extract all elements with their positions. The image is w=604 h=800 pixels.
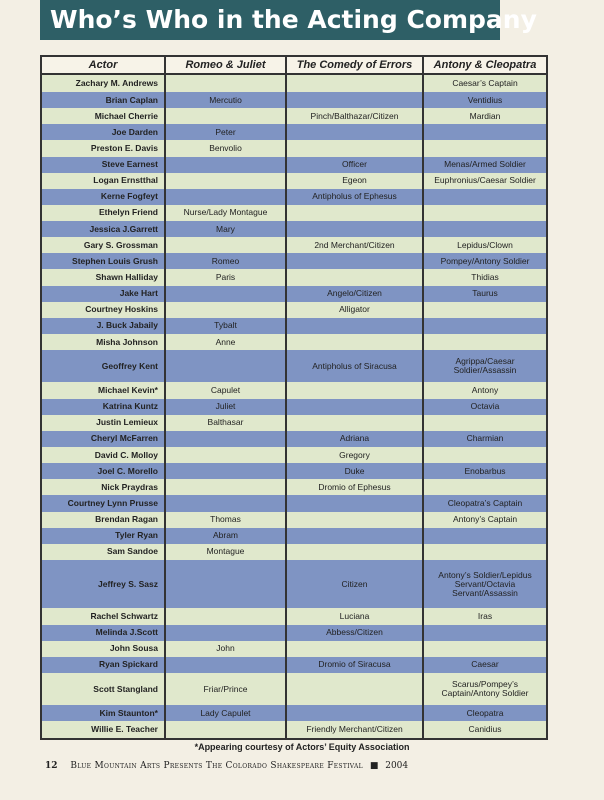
romeo-juliet-role bbox=[165, 237, 286, 253]
comedy-of-errors-role bbox=[286, 544, 423, 560]
actor-cell: Ethelyn Friend bbox=[42, 205, 165, 221]
comedy-of-errors-role: Alligator bbox=[286, 302, 423, 318]
actor-cell: Stephen Louis Grush bbox=[42, 253, 165, 269]
table-row bbox=[42, 399, 546, 415]
antony-cleopatra-role: Antony’s Soldier/Lepidus Servant/Octavia Servant/Assassin bbox=[423, 560, 546, 608]
actor-cell: Cheryl McFarren bbox=[42, 431, 165, 447]
table-row bbox=[42, 641, 546, 657]
actor-cell: Ryan Spickard bbox=[42, 657, 165, 673]
comedy-of-errors-role: Pinch/Balthazar/Citizen bbox=[286, 108, 423, 124]
table-row bbox=[42, 157, 546, 173]
actor-cell: Courtney Hoskins bbox=[42, 302, 165, 318]
romeo-juliet-role bbox=[165, 350, 286, 382]
antony-cleopatra-role: Scarus/Pompey’s Captain/Antony Soldier bbox=[423, 673, 546, 705]
comedy-of-errors-role bbox=[286, 318, 423, 334]
romeo-juliet-role: Balthasar bbox=[165, 415, 286, 431]
header-comedy-of-errors: The Comedy of Errors bbox=[286, 57, 423, 74]
cast-table bbox=[42, 57, 546, 738]
actor-cell: Sam Sandoe bbox=[42, 544, 165, 560]
table-row bbox=[42, 92, 546, 108]
table-row bbox=[42, 705, 546, 721]
table-header-row bbox=[42, 57, 546, 74]
comedy-of-errors-role bbox=[286, 673, 423, 705]
page-title: Who’s Who in the Acting Company bbox=[40, 0, 500, 40]
antony-cleopatra-role: Cleopatra bbox=[423, 705, 546, 721]
actor-cell: Logan Ernstthal bbox=[42, 173, 165, 189]
antony-cleopatra-role bbox=[423, 140, 546, 156]
comedy-of-errors-role: Egeon bbox=[286, 173, 423, 189]
actor-cell: Kerne Fogfeyt bbox=[42, 189, 165, 205]
header-antony-cleopatra: Antony & Cleopatra bbox=[423, 57, 546, 74]
comedy-of-errors-role bbox=[286, 124, 423, 140]
romeo-juliet-role bbox=[165, 625, 286, 641]
comedy-of-errors-role: 2nd Merchant/Citizen bbox=[286, 237, 423, 253]
actor-cell: Shawn Halliday bbox=[42, 269, 165, 285]
comedy-of-errors-role bbox=[286, 512, 423, 528]
romeo-juliet-role: John bbox=[165, 641, 286, 657]
table-row bbox=[42, 124, 546, 140]
table-row bbox=[42, 205, 546, 221]
antony-cleopatra-role bbox=[423, 124, 546, 140]
table-body bbox=[42, 74, 546, 738]
romeo-juliet-role bbox=[165, 157, 286, 173]
actor-cell: Rachel Schwartz bbox=[42, 608, 165, 624]
table-row bbox=[42, 657, 546, 673]
table-row bbox=[42, 415, 546, 431]
table-row bbox=[42, 673, 546, 705]
header-actor: Actor bbox=[42, 57, 165, 74]
actor-cell: Justin Lemieux bbox=[42, 415, 165, 431]
comedy-of-errors-role bbox=[286, 495, 423, 511]
comedy-of-errors-role: Antipholus of Siracusa bbox=[286, 350, 423, 382]
comedy-of-errors-role: Antipholus of Ephesus bbox=[286, 189, 423, 205]
antony-cleopatra-role: Pompey/Antony Soldier bbox=[423, 253, 546, 269]
romeo-juliet-role: Montague bbox=[165, 544, 286, 560]
antony-cleopatra-role: Mardian bbox=[423, 108, 546, 124]
actor-cell: Scott Stangland bbox=[42, 673, 165, 705]
actor-cell: Michael Kevin* bbox=[42, 382, 165, 398]
actor-cell: Gary S. Grossman bbox=[42, 237, 165, 253]
equity-footnote: *Appearing courtesy of Actors’ Equity Association bbox=[194, 742, 410, 752]
table-row bbox=[42, 721, 546, 738]
table-row bbox=[42, 237, 546, 253]
actor-cell: David C. Molloy bbox=[42, 447, 165, 463]
romeo-juliet-role: Friar/Prince bbox=[165, 673, 286, 705]
antony-cleopatra-role bbox=[423, 544, 546, 560]
comedy-of-errors-role bbox=[286, 415, 423, 431]
antony-cleopatra-role: Antony bbox=[423, 382, 546, 398]
comedy-of-errors-role bbox=[286, 205, 423, 221]
antony-cleopatra-role bbox=[423, 641, 546, 657]
actor-cell: Tyler Ryan bbox=[42, 528, 165, 544]
footer-year: 2004 bbox=[385, 761, 409, 771]
page-footer bbox=[45, 761, 408, 771]
romeo-juliet-role: Lady Capulet bbox=[165, 705, 286, 721]
antony-cleopatra-role: Iras bbox=[423, 608, 546, 624]
page-number: 12 bbox=[45, 761, 58, 771]
antony-cleopatra-role: Octavia bbox=[423, 399, 546, 415]
actor-cell: Preston E. Davis bbox=[42, 140, 165, 156]
romeo-juliet-role bbox=[165, 286, 286, 302]
table-row bbox=[42, 108, 546, 124]
comedy-of-errors-role bbox=[286, 221, 423, 237]
comedy-of-errors-role bbox=[286, 269, 423, 285]
antony-cleopatra-role bbox=[423, 479, 546, 495]
comedy-of-errors-role bbox=[286, 705, 423, 721]
romeo-juliet-role: Anne bbox=[165, 334, 286, 350]
antony-cleopatra-role bbox=[423, 415, 546, 431]
actor-cell: Zachary M. Andrews bbox=[42, 74, 165, 92]
antony-cleopatra-role bbox=[423, 318, 546, 334]
table-row bbox=[42, 189, 546, 205]
table-row bbox=[42, 334, 546, 350]
comedy-of-errors-role bbox=[286, 528, 423, 544]
comedy-of-errors-role: Dromio of Siracusa bbox=[286, 657, 423, 673]
table-row bbox=[42, 512, 546, 528]
antony-cleopatra-role bbox=[423, 625, 546, 641]
table-row bbox=[42, 269, 546, 285]
table-row bbox=[42, 479, 546, 495]
comedy-of-errors-role bbox=[286, 641, 423, 657]
romeo-juliet-role bbox=[165, 608, 286, 624]
table-row bbox=[42, 608, 546, 624]
antony-cleopatra-role bbox=[423, 447, 546, 463]
actor-cell: Melinda J.Scott bbox=[42, 625, 165, 641]
romeo-juliet-role bbox=[165, 431, 286, 447]
comedy-of-errors-role bbox=[286, 74, 423, 92]
romeo-juliet-role: Mercutio bbox=[165, 92, 286, 108]
romeo-juliet-role bbox=[165, 495, 286, 511]
actor-cell: Jeffrey S. Sasz bbox=[42, 560, 165, 608]
romeo-juliet-role: Nurse/Lady Montague bbox=[165, 205, 286, 221]
antony-cleopatra-role: Euphronius/Caesar Soldier bbox=[423, 173, 546, 189]
romeo-juliet-role bbox=[165, 447, 286, 463]
table-row bbox=[42, 528, 546, 544]
romeo-juliet-role: Peter bbox=[165, 124, 286, 140]
antony-cleopatra-role: Thidias bbox=[423, 269, 546, 285]
antony-cleopatra-role: Lepidus/Clown bbox=[423, 237, 546, 253]
romeo-juliet-role bbox=[165, 74, 286, 92]
actor-cell: J. Buck Jabaily bbox=[42, 318, 165, 334]
actor-cell: Michael Cherrie bbox=[42, 108, 165, 124]
actor-cell: Joe Darden bbox=[42, 124, 165, 140]
actor-cell: John Sousa bbox=[42, 641, 165, 657]
comedy-of-errors-role: Friendly Merchant/Citizen bbox=[286, 721, 423, 738]
actor-cell: Courtney Lynn Prusse bbox=[42, 495, 165, 511]
antony-cleopatra-role: Caesar’s Captain bbox=[423, 74, 546, 92]
antony-cleopatra-role bbox=[423, 302, 546, 318]
actor-cell: Geoffrey Kent bbox=[42, 350, 165, 382]
antony-cleopatra-role: Canidius bbox=[423, 721, 546, 738]
romeo-juliet-role bbox=[165, 173, 286, 189]
comedy-of-errors-role bbox=[286, 140, 423, 156]
comedy-of-errors-role: Officer bbox=[286, 157, 423, 173]
comedy-of-errors-role bbox=[286, 92, 423, 108]
romeo-juliet-role: Tybalt bbox=[165, 318, 286, 334]
table-row bbox=[42, 463, 546, 479]
antony-cleopatra-role bbox=[423, 221, 546, 237]
comedy-of-errors-role: Adriana bbox=[286, 431, 423, 447]
actor-cell: Brendan Ragan bbox=[42, 512, 165, 528]
antony-cleopatra-role bbox=[423, 205, 546, 221]
comedy-of-errors-role: Duke bbox=[286, 463, 423, 479]
actor-cell: Katrina Kuntz bbox=[42, 399, 165, 415]
comedy-of-errors-role: Abbess/Citizen bbox=[286, 625, 423, 641]
antony-cleopatra-role: Antony’s Captain bbox=[423, 512, 546, 528]
romeo-juliet-role: Thomas bbox=[165, 512, 286, 528]
actor-cell: Jessica J.Garrett bbox=[42, 221, 165, 237]
comedy-of-errors-role: Gregory bbox=[286, 447, 423, 463]
table-row bbox=[42, 350, 546, 382]
romeo-juliet-role bbox=[165, 302, 286, 318]
romeo-juliet-role bbox=[165, 721, 286, 738]
comedy-of-errors-role: Dromio of Ephesus bbox=[286, 479, 423, 495]
table-row bbox=[42, 382, 546, 398]
comedy-of-errors-role bbox=[286, 253, 423, 269]
actor-cell: Misha Johnson bbox=[42, 334, 165, 350]
actor-cell: Brian Caplan bbox=[42, 92, 165, 108]
antony-cleopatra-role bbox=[423, 189, 546, 205]
romeo-juliet-role bbox=[165, 560, 286, 608]
antony-cleopatra-role: Agrippa/Caesar Soldier/Assassin bbox=[423, 350, 546, 382]
table-row bbox=[42, 302, 546, 318]
actor-cell: Nick Praydras bbox=[42, 479, 165, 495]
romeo-juliet-role bbox=[165, 108, 286, 124]
footer-text: Blue Mountain Arts Presents The Colorado Shakespeare Festival bbox=[70, 761, 363, 771]
actor-cell: Kim Staunton* bbox=[42, 705, 165, 721]
actor-cell: Willie E. Teacher bbox=[42, 721, 165, 738]
romeo-juliet-role: Juliet bbox=[165, 399, 286, 415]
actor-cell: Joel C. Morello bbox=[42, 463, 165, 479]
comedy-of-errors-role: Citizen bbox=[286, 560, 423, 608]
romeo-juliet-role bbox=[165, 463, 286, 479]
romeo-juliet-role: Paris bbox=[165, 269, 286, 285]
comedy-of-errors-role bbox=[286, 334, 423, 350]
antony-cleopatra-role: Taurus bbox=[423, 286, 546, 302]
romeo-juliet-role: Capulet bbox=[165, 382, 286, 398]
table-row bbox=[42, 447, 546, 463]
romeo-juliet-role: Abram bbox=[165, 528, 286, 544]
romeo-juliet-role bbox=[165, 657, 286, 673]
antony-cleopatra-role: Caesar bbox=[423, 657, 546, 673]
table-row bbox=[42, 495, 546, 511]
antony-cleopatra-role: Charmian bbox=[423, 431, 546, 447]
footer-separator: ■ bbox=[369, 761, 379, 771]
comedy-of-errors-role bbox=[286, 399, 423, 415]
romeo-juliet-role: Romeo bbox=[165, 253, 286, 269]
actor-cell: Jake Hart bbox=[42, 286, 165, 302]
actor-cell: Steve Earnest bbox=[42, 157, 165, 173]
antony-cleopatra-role: Ventidius bbox=[423, 92, 546, 108]
table-row bbox=[42, 625, 546, 641]
table-row bbox=[42, 221, 546, 237]
table-row bbox=[42, 431, 546, 447]
header-romeo-juliet: Romeo & Juliet bbox=[165, 57, 286, 74]
antony-cleopatra-role: Menas/Armed Soldier bbox=[423, 157, 546, 173]
table-row bbox=[42, 253, 546, 269]
comedy-of-errors-role bbox=[286, 382, 423, 398]
romeo-juliet-role: Benvolio bbox=[165, 140, 286, 156]
table-row bbox=[42, 173, 546, 189]
table-row bbox=[42, 318, 546, 334]
comedy-of-errors-role: Luciana bbox=[286, 608, 423, 624]
table-row bbox=[42, 544, 546, 560]
table-row bbox=[42, 286, 546, 302]
antony-cleopatra-role: Cleopatra’s Captain bbox=[423, 495, 546, 511]
cast-table-container bbox=[40, 55, 548, 740]
antony-cleopatra-role bbox=[423, 334, 546, 350]
table-row bbox=[42, 74, 546, 92]
romeo-juliet-role bbox=[165, 479, 286, 495]
romeo-juliet-role: Mary bbox=[165, 221, 286, 237]
table-row bbox=[42, 140, 546, 156]
antony-cleopatra-role bbox=[423, 528, 546, 544]
romeo-juliet-role bbox=[165, 189, 286, 205]
antony-cleopatra-role: Enobarbus bbox=[423, 463, 546, 479]
comedy-of-errors-role: Angelo/Citizen bbox=[286, 286, 423, 302]
table-row bbox=[42, 560, 546, 608]
